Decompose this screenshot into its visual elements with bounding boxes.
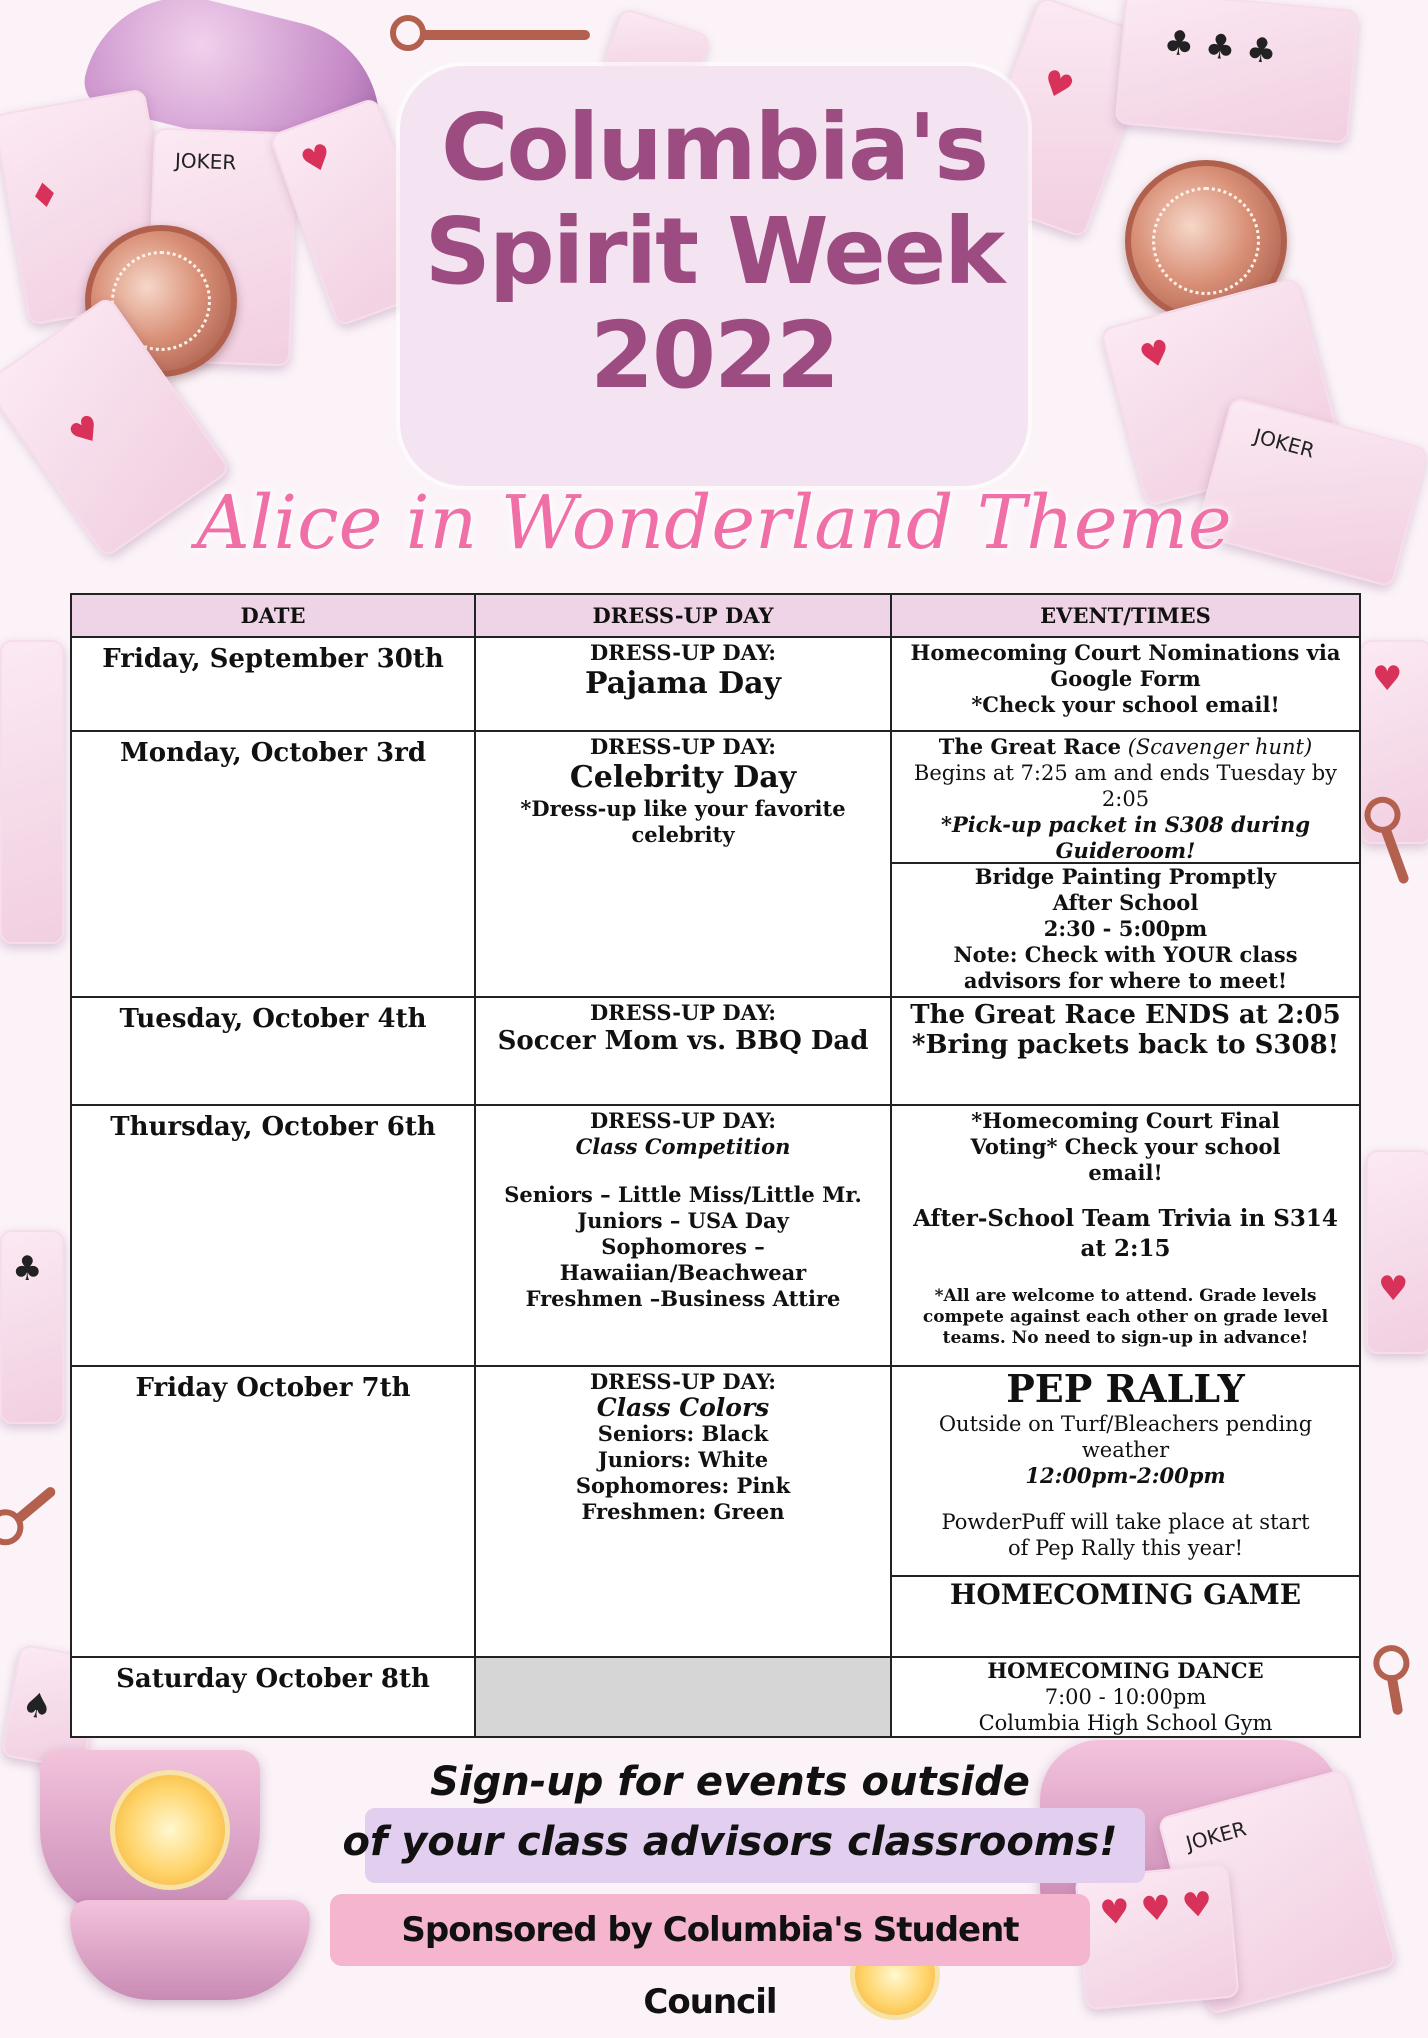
event-note: PowderPuff will take place at start of Pep Rally this year!: [941, 1510, 1310, 1560]
teacup-icon: [70, 1900, 310, 2000]
playing-card-icon: ♥: [967, 0, 1157, 239]
date-cell: Friday October 7th: [71, 1366, 475, 1657]
signup-line-1: Sign-up for events outside: [430, 1759, 1030, 1805]
dress-up-label: DRESS-UP DAY:: [589, 1369, 777, 1394]
event-line: *Check your school email!: [971, 692, 1280, 717]
event-homecoming-game: [892, 1575, 1359, 1613]
playing-card-icon: ♥: [0, 295, 231, 559]
playing-card-icon: ♥: [1100, 277, 1345, 508]
title-line-1: Columbia's: [440, 94, 987, 201]
key-icon: [13, 1485, 58, 1525]
event-great-race: [892, 732, 1359, 862]
page-title: [400, 96, 1028, 408]
playing-card-icon: JOKER: [146, 128, 298, 367]
playing-card-icon: ♥: [1366, 1150, 1428, 1354]
dress-up-cell-empty: [475, 1657, 891, 1737]
signup-message: [300, 1752, 1160, 1872]
event-title-note: (Scavenger hunt): [1127, 735, 1313, 759]
table-row: [71, 1105, 1360, 1366]
event-cell: [891, 1366, 1360, 1657]
playing-card-icon: JOKER: [1157, 1768, 1397, 2015]
event-voting: *Homecoming Court Final Voting* Check your school email!: [970, 1108, 1281, 1185]
event-note: *Pick-up packet in S308 during Guideroom!: [940, 812, 1311, 863]
event-cell: [891, 637, 1360, 731]
playing-card-icon: ♣: [0, 1230, 64, 1424]
key-icon: [1387, 1674, 1404, 1715]
table-row: [71, 1657, 1360, 1737]
dress-up-detail: Freshmen: Green: [581, 1499, 785, 1524]
event-title: HOMECOMING GAME: [949, 1578, 1302, 1611]
event-title: HOMECOMING DANCE: [987, 1658, 1264, 1683]
dress-up-detail: Seniors – Little Miss/Little Mr.: [504, 1182, 862, 1207]
table-row: [71, 1366, 1360, 1657]
title-line-2: Spirit Week: [424, 198, 1004, 305]
table-row: [71, 997, 1360, 1105]
dress-up-name: Soccer Mom vs. BBQ Dad: [497, 1026, 869, 1056]
dress-up-cell: [475, 1105, 891, 1366]
date-cell: Friday, September 30th: [71, 637, 475, 731]
event-cell: [891, 997, 1360, 1105]
date-cell: Monday, October 3rd: [71, 731, 475, 997]
dress-up-label: DRESS-UP DAY:: [589, 1000, 777, 1025]
event-cell: [891, 1657, 1360, 1737]
column-header-date: DATE: [71, 594, 475, 637]
playing-card-icon: [0, 640, 64, 944]
event-cell: [891, 731, 1360, 997]
dress-up-label: DRESS-UP DAY:: [589, 640, 777, 665]
column-header-dress-up-day: DRESS-UP DAY: [475, 594, 891, 637]
event-time: 7:00 - 10:00pm: [1044, 1685, 1207, 1709]
event-title: The Great Race: [938, 734, 1122, 759]
sponsor-text: Sponsored by Columbia's Student Council: [401, 1910, 1019, 2022]
playing-card-icon: ♠: [1, 1644, 104, 1771]
signup-line-2: of your class advisors classrooms!: [342, 1819, 1118, 1865]
column-header-event-times: EVENT/TIMES: [891, 594, 1360, 637]
playing-card-icon: JOKER: [1195, 396, 1428, 588]
dress-up-label: DRESS-UP DAY:: [589, 1108, 777, 1133]
event-line: The Great Race ENDS at 2:05: [910, 1000, 1341, 1030]
event-trivia: After-School Team Trivia in S314 at 2:15: [913, 1205, 1338, 1262]
dress-up-detail: Juniors – USA Day: [577, 1208, 789, 1233]
dress-up-cell: [475, 997, 891, 1105]
event-line: Homecoming Court Nominations via Google Form: [910, 640, 1341, 691]
dress-up-detail: Sophomores – Hawaiian/Beachwear: [559, 1234, 807, 1285]
dress-up-cell: [475, 1366, 891, 1657]
dress-up-name: Pajama Day: [585, 666, 781, 701]
date-cell: Tuesday, October 4th: [71, 997, 475, 1105]
title-line-3: 2022: [589, 302, 839, 409]
playing-card-icon: ♣ ♣ ♣: [1115, 0, 1360, 144]
event-trivia-note: *All are welcome to attend. Grade levels compete against each other on grade level teams. No need to sign-up in advance!: [922, 1286, 1329, 1348]
lemon-slice-icon: [110, 1770, 230, 1890]
dress-up-cell: [475, 637, 891, 731]
schedule-table: [70, 593, 1361, 1738]
table-row: [71, 731, 1360, 997]
event-cell: [891, 1105, 1360, 1366]
event-location: Columbia High School Gym: [978, 1711, 1273, 1735]
key-icon: [420, 30, 590, 40]
dress-up-detail: Seniors: Black: [597, 1421, 769, 1446]
dress-up-name: Celebrity Day: [569, 760, 797, 795]
event-title: Bridge Painting Promptly After School: [974, 864, 1277, 915]
table-row: [71, 637, 1360, 731]
event-time: 12:00pm-2:00pm: [1025, 1463, 1226, 1488]
event-time: Begins at 7:25 am and ends Tuesday by 2:05: [913, 761, 1338, 811]
dress-up-label: DRESS-UP DAY:: [589, 734, 777, 759]
playing-card-icon: ♥ ♥ ♥: [1074, 1864, 1239, 2011]
event-location: Outside on Turf/Bleachers pending weather: [938, 1412, 1313, 1462]
event-line: *Bring packets back to S308!: [911, 1030, 1340, 1060]
playing-card-icon: ♥: [269, 97, 446, 328]
event-bridge-painting: [892, 862, 1359, 994]
dress-up-detail: Sophomores: Pink: [575, 1473, 791, 1498]
event-title: PEP RALLY: [1006, 1366, 1245, 1411]
dress-up-detail: Freshmen –Business Attire: [525, 1286, 841, 1311]
dress-up-note: *Dress-up like your favorite celebrity: [520, 796, 846, 847]
dress-up-detail: Juniors: White: [597, 1447, 769, 1472]
playing-card-icon: ♦: [0, 88, 181, 325]
dress-up-name: Class Competition: [575, 1134, 791, 1159]
table-header-row: [71, 594, 1360, 637]
event-pep-rally: [892, 1367, 1359, 1575]
playing-card-icon: ♥: [1360, 640, 1428, 844]
event-note: Note: Check with YOUR class advisors for where to meet!: [953, 942, 1298, 993]
date-cell: Thursday, October 6th: [71, 1105, 475, 1366]
dress-up-name: Class Colors: [596, 1393, 770, 1422]
theme-subtitle: Alice in Wonderland Theme: [196, 480, 1232, 566]
date-cell: Saturday October 8th: [71, 1657, 475, 1737]
dress-up-cell: [475, 731, 891, 997]
event-time: 2:30 - 5:00pm: [1043, 916, 1208, 941]
